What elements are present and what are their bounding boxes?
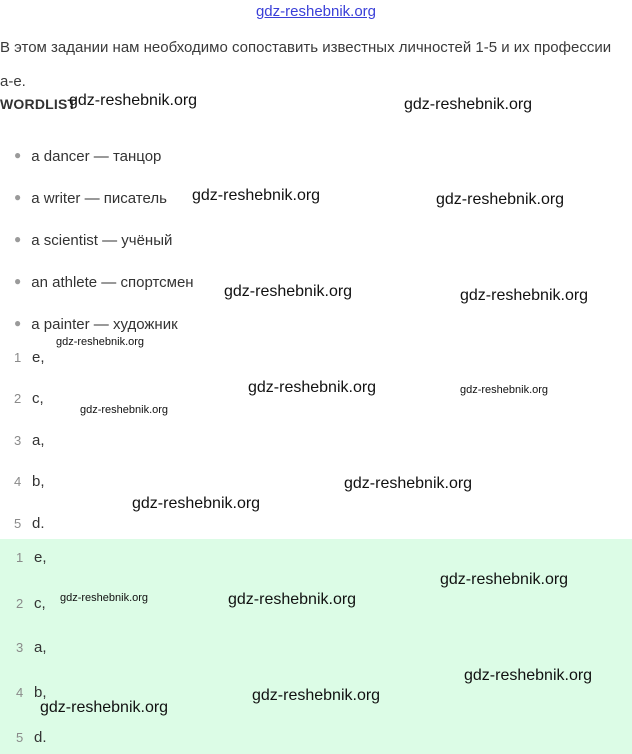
highlighted-answer-item: 5 d. xyxy=(16,729,47,746)
watermark: gdz-reshebnik.org xyxy=(440,571,569,588)
watermark: gdz-reshebnik.org xyxy=(80,404,169,416)
watermark: gdz-reshebnik.org xyxy=(60,592,149,604)
bullet-icon: ● xyxy=(14,190,22,204)
wordlist-item: ● a scientist — учёный xyxy=(14,232,173,249)
watermark: gdz-reshebnik.org xyxy=(252,687,381,704)
watermark: gdz-reshebnik.org xyxy=(132,495,261,512)
wordlist-item: ● a painter — художник xyxy=(14,316,178,333)
watermark: gdz-reshebnik.org xyxy=(460,384,549,396)
watermark: gdz-reshebnik.org xyxy=(40,699,169,716)
answer-item: 4 b, xyxy=(14,473,45,490)
answer-item: 2 c, xyxy=(14,390,44,407)
watermark: gdz-reshebnik.org xyxy=(224,283,353,300)
answer-item: 1 e, xyxy=(14,349,45,366)
bullet-icon: ● xyxy=(14,232,22,246)
site-link[interactable]: gdz-reshebnik.org xyxy=(255,3,377,20)
watermark: gdz-reshebnik.org xyxy=(344,475,473,492)
highlighted-answer-item: 4 b, xyxy=(16,684,47,701)
watermark: gdz-reshebnik.org xyxy=(248,379,377,396)
wordlist-item: ● a dancer — танцор xyxy=(14,148,162,165)
watermark: gdz-reshebnik.org xyxy=(69,92,198,109)
bullet-icon: ● xyxy=(14,274,22,288)
wordlist-item: ● an athlete — спортсмен xyxy=(14,274,194,291)
watermark: gdz-reshebnik.org xyxy=(460,287,589,304)
watermark: gdz-reshebnik.org xyxy=(192,187,321,204)
watermark: gdz-reshebnik.org xyxy=(436,191,565,208)
intro-text: В этом задании нам необходимо сопоставить известных личностей 1-5 и их профессии а-е. xyxy=(0,39,612,90)
bullet-icon: ● xyxy=(14,316,22,330)
watermark: gdz-reshebnik.org xyxy=(56,336,145,348)
answer-item: 5 d. xyxy=(14,515,45,532)
highlighted-answer-item: 2 c, xyxy=(16,595,46,612)
highlighted-answer-item: 3 a, xyxy=(16,639,47,656)
answer-item: 3 a, xyxy=(14,432,45,449)
wordlist-item: ● a writer — писатель xyxy=(14,190,167,207)
watermark: gdz-reshebnik.org xyxy=(228,591,357,608)
watermark: gdz-reshebnik.org xyxy=(404,96,533,113)
bullet-icon: ● xyxy=(14,148,22,162)
watermark: gdz-reshebnik.org xyxy=(464,667,593,684)
wordlist-heading: WORDLIST xyxy=(0,96,77,112)
highlighted-answer-item: 1 e, xyxy=(16,549,47,566)
